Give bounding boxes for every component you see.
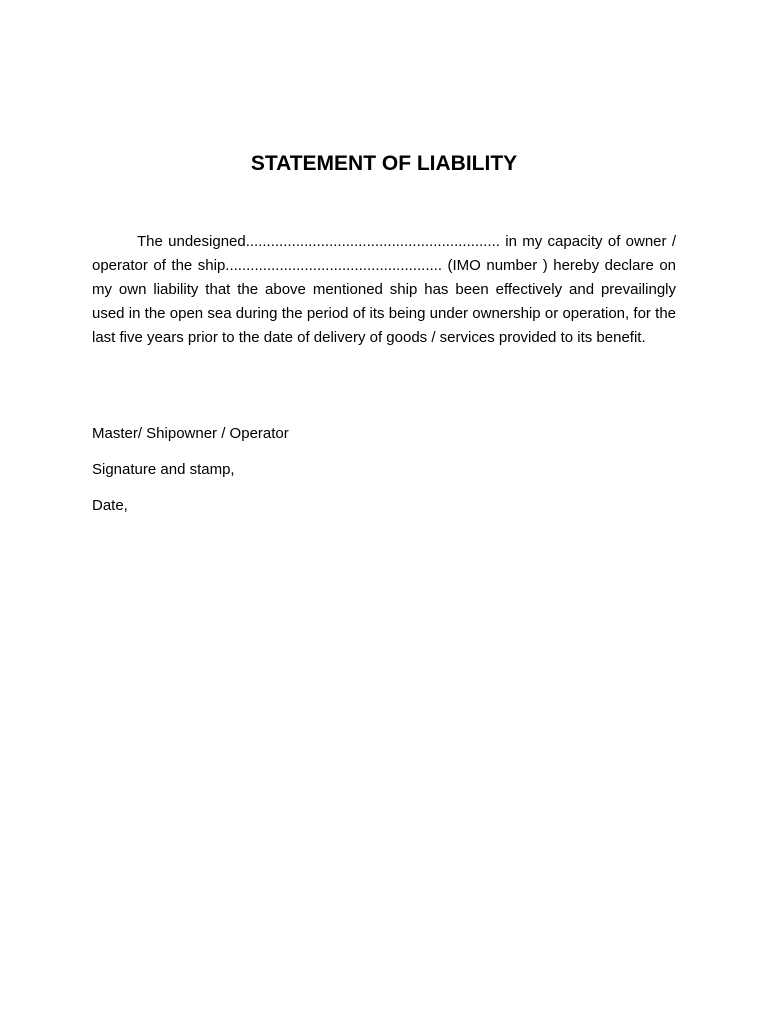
declaration-paragraph: The undesigned............................................................. in my capacity of owner / operator of the ship.................................................... (IMO number ) hereby declare on my own liability that the above mentioned ship has been effectively and prevailingly used in the open sea during the period of its being under ownership or operation, for the last five years prior to the date of delivery of goods / services provided to its benefit.	[92, 233, 676, 346]
date-label: Date,	[92, 497, 128, 514]
document-title: STATEMENT OF LIABILITY	[250, 152, 518, 175]
signatory-role: Master/ Shipowner / Operator	[92, 425, 289, 442]
signature-and-stamp-label: Signature and stamp,	[92, 461, 235, 478]
